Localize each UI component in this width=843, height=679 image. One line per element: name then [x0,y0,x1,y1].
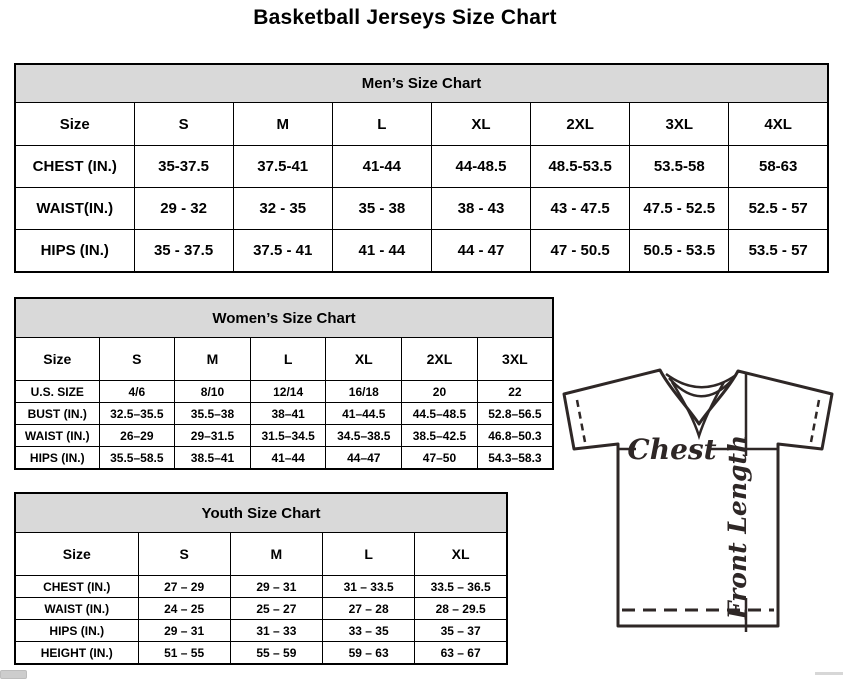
row-label: WAIST(IN.) [15,188,134,230]
column-header: M [175,338,251,381]
table-row [15,188,828,230]
size-cell: 12/14 [250,381,326,403]
column-header-row [15,338,553,381]
size-cell: 32 - 35 [233,188,332,230]
column-header: L [332,103,431,146]
size-cell: 33 – 35 [323,620,415,642]
size-cell: 31 – 33 [230,620,322,642]
column-header: 2XL [531,103,630,146]
size-cell: 29 - 32 [134,188,233,230]
row-label: WAIST (IN.) [15,598,138,620]
row-label: HIPS (IN.) [15,620,138,642]
size-cell: 38.5–42.5 [402,425,478,447]
size-cell: 26–29 [99,425,175,447]
size-cell: 29 – 31 [138,620,230,642]
size-cell: 16/18 [326,381,402,403]
size-cell: 35.5–58.5 [99,447,175,470]
size-cell: 35 – 37 [415,620,507,642]
size-cell: 43 - 47.5 [531,188,630,230]
size-cell: 54.3–58.3 [477,447,553,470]
size-cell: 50.5 - 53.5 [630,230,729,273]
size-cell: 22 [477,381,553,403]
size-cell: 35 - 38 [332,188,431,230]
size-cell: 41-44 [332,146,431,188]
front-length-label: Front Length [723,434,752,620]
size-cell: 44–47 [326,447,402,470]
column-header: Size [15,103,134,146]
scrollbar-fragment[interactable] [815,672,843,675]
size-cell: 35.5–38 [175,403,251,425]
size-cell: 4/6 [99,381,175,403]
column-header: XL [415,533,507,576]
size-cell: 59 – 63 [323,642,415,665]
horizontal-scrollbar-thumb[interactable] [0,670,27,679]
size-cell: 38–41 [250,403,326,425]
size-cell: 41–44.5 [326,403,402,425]
size-cell: 37.5-41 [233,146,332,188]
table-row [15,576,507,598]
size-cell: 27 – 29 [138,576,230,598]
size-cell: 41–44 [250,447,326,470]
size-cell: 55 – 59 [230,642,322,665]
column-header: 3XL [477,338,553,381]
size-cell: 47.5 - 52.5 [630,188,729,230]
size-cell: 20 [402,381,478,403]
size-cell: 48.5-53.5 [531,146,630,188]
column-header: S [134,103,233,146]
row-label: BUST (IN.) [15,403,99,425]
size-cell: 44-48.5 [431,146,530,188]
size-cell: 52.8–56.5 [477,403,553,425]
column-header: S [99,338,175,381]
column-header-row [15,533,507,576]
size-cell: 35-37.5 [134,146,233,188]
size-cell: 31.5–34.5 [250,425,326,447]
column-header: Size [15,533,138,576]
size-cell: 25 – 27 [230,598,322,620]
table-row [15,425,553,447]
jersey-outline-icon [556,360,842,652]
column-header: M [230,533,322,576]
size-cell: 41 - 44 [332,230,431,273]
mens-chart-title: Men’s Size Chart [15,64,828,103]
size-cell: 58-63 [729,146,828,188]
youth-chart-title: Youth Size Chart [15,493,507,533]
size-cell: 28 – 29.5 [415,598,507,620]
mens-size-table [14,63,829,273]
row-label: HIPS (IN.) [15,230,134,273]
size-cell: 31 – 33.5 [323,576,415,598]
row-label: HEIGHT (IN.) [15,642,138,665]
row-label: U.S. SIZE [15,381,99,403]
row-label: CHEST (IN.) [15,146,134,188]
table-row [15,447,553,470]
column-header: XL [431,103,530,146]
size-cell: 53.5-58 [630,146,729,188]
table-row [15,642,507,665]
size-cell: 47–50 [402,447,478,470]
column-header: 3XL [630,103,729,146]
column-header: XL [326,338,402,381]
column-header: 2XL [402,338,478,381]
column-header: 4XL [729,103,828,146]
chest-label: Chest [627,433,717,466]
column-header: S [138,533,230,576]
size-cell: 24 – 25 [138,598,230,620]
size-cell: 47 - 50.5 [531,230,630,273]
size-cell: 37.5 - 41 [233,230,332,273]
jersey-measurement-diagram [556,360,842,652]
size-cell: 38 - 43 [431,188,530,230]
womens-chart-title: Women’s Size Chart [15,298,553,338]
size-cell: 29–31.5 [175,425,251,447]
size-cell: 33.5 – 36.5 [415,576,507,598]
size-cell: 8/10 [175,381,251,403]
table-row [15,598,507,620]
size-cell: 38.5–41 [175,447,251,470]
row-label: WAIST (IN.) [15,425,99,447]
page-title: Basketball Jerseys Size Chart [253,6,557,29]
youth-size-table [14,492,508,665]
size-cell: 44 - 47 [431,230,530,273]
size-cell: 46.8–50.3 [477,425,553,447]
size-cell: 29 – 31 [230,576,322,598]
size-cell: 27 – 28 [323,598,415,620]
column-header: L [323,533,415,576]
column-header: M [233,103,332,146]
size-cell: 32.5–35.5 [99,403,175,425]
table-row [15,230,828,273]
size-cell: 52.5 - 57 [729,188,828,230]
table-row [15,403,553,425]
column-header: Size [15,338,99,381]
table-row [15,620,507,642]
size-cell: 51 – 55 [138,642,230,665]
table-row [15,381,553,403]
size-cell: 34.5–38.5 [326,425,402,447]
womens-size-table [14,297,554,470]
row-label: HIPS (IN.) [15,447,99,470]
size-cell: 35 - 37.5 [134,230,233,273]
size-cell: 53.5 - 57 [729,230,828,273]
size-cell: 44.5–48.5 [402,403,478,425]
column-header-row [15,103,828,146]
table-row [15,146,828,188]
size-cell: 63 – 67 [415,642,507,665]
row-label: CHEST (IN.) [15,576,138,598]
column-header: L [250,338,326,381]
